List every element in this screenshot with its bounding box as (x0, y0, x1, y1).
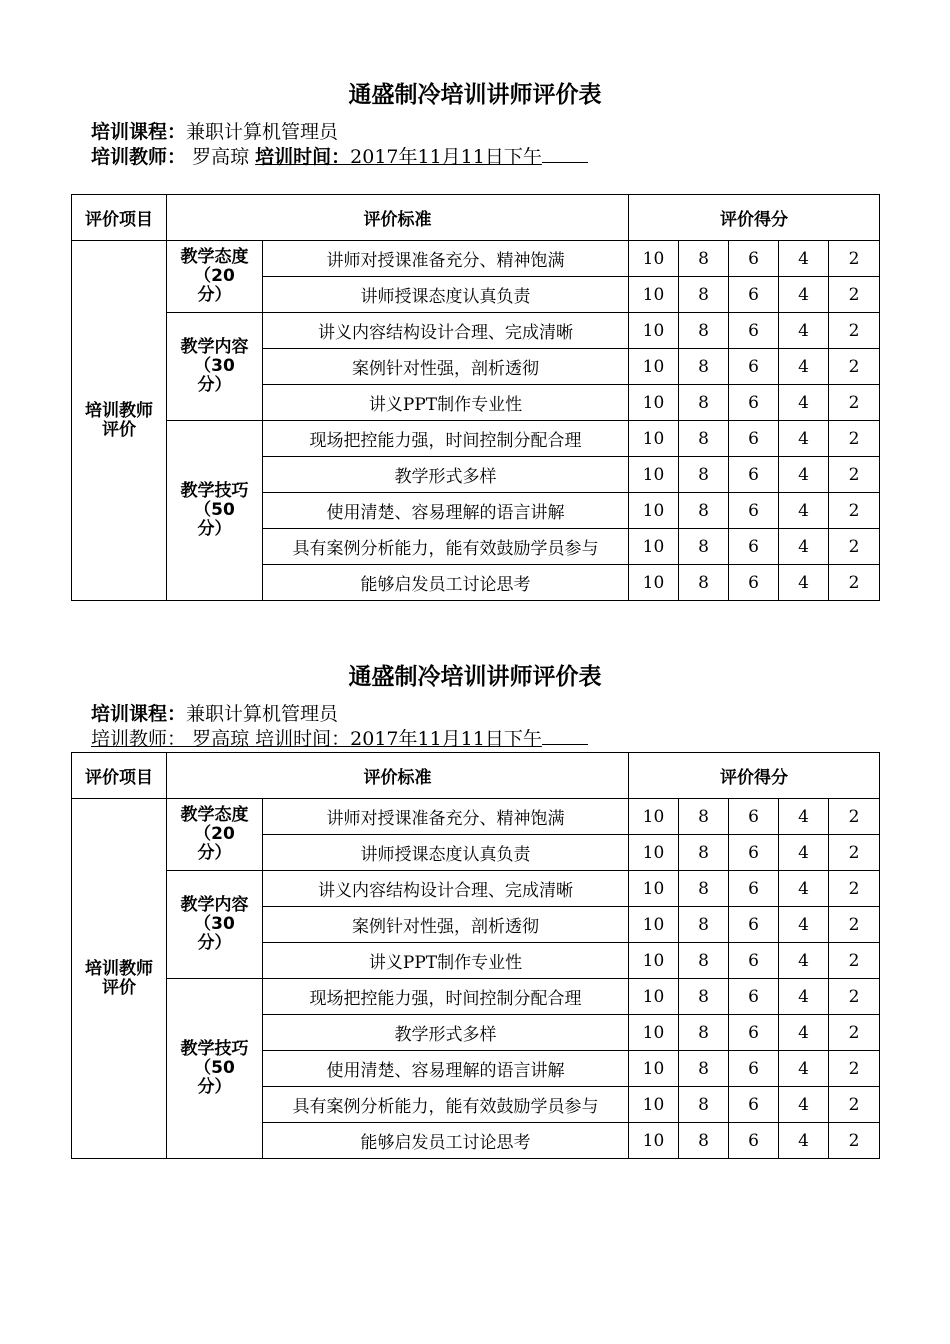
course-label: 培训课程： (91, 121, 187, 143)
section-cell (167, 241, 263, 313)
score-6[interactable]: 6 (729, 277, 779, 313)
section-points: （20 (194, 266, 235, 286)
criterion: 案例针对性强，剖析透彻 (263, 907, 629, 943)
section-name: 教学技巧 (180, 1039, 249, 1059)
teacher-value: 罗高琼 (192, 728, 250, 750)
score-10[interactable]: 10 (629, 871, 679, 907)
score-8[interactable]: 8 (679, 421, 729, 457)
criterion: 使用清楚、容易理解的语言讲解 (263, 1051, 629, 1087)
header-item: 评价项目 (72, 753, 167, 799)
score-8[interactable]: 8 (679, 313, 729, 349)
section-name: 教学态度 (180, 247, 249, 267)
score-2[interactable]: 2 (829, 241, 880, 277)
score-4[interactable]: 4 (779, 493, 829, 529)
evaluation-table (71, 752, 880, 1159)
score-8[interactable]: 8 (679, 1087, 729, 1123)
score-2[interactable]: 2 (829, 1087, 880, 1123)
score-2[interactable]: 2 (829, 1123, 880, 1159)
score-6[interactable]: 6 (729, 457, 779, 493)
section-points: （30 (194, 356, 235, 376)
score-10[interactable]: 10 (629, 313, 679, 349)
score-4[interactable]: 4 (779, 835, 829, 871)
score-4[interactable]: 4 (779, 313, 829, 349)
criterion: 案例针对性强，剖析透彻 (263, 349, 629, 385)
score-8[interactable]: 8 (679, 457, 729, 493)
criterion: 讲义内容结构设计合理、完成清晰 (263, 313, 629, 349)
section-unit: 分） (197, 843, 232, 863)
header-item: 评价项目 (72, 195, 167, 241)
score-10[interactable]: 10 (629, 349, 679, 385)
course-value: 兼职计算机管理员 (186, 121, 339, 143)
header-score: 评价得分 (629, 753, 880, 799)
section-cell (167, 799, 263, 871)
score-10[interactable]: 10 (629, 277, 679, 313)
course-line (91, 120, 338, 144)
score-4[interactable]: 4 (779, 241, 829, 277)
criterion: 讲义PPT制作专业性 (263, 943, 629, 979)
category-line-1: 培训教师 (85, 400, 153, 421)
score-2[interactable]: 2 (829, 835, 880, 871)
criterion: 讲师对授课准备充分、精神饱满 (263, 799, 629, 835)
category-line-1: 培训教师 (85, 958, 153, 979)
score-8[interactable]: 8 (679, 1123, 729, 1159)
score-2[interactable]: 2 (829, 871, 880, 907)
score-6[interactable]: 6 (729, 799, 779, 835)
score-4[interactable]: 4 (779, 565, 829, 601)
score-4[interactable]: 4 (779, 799, 829, 835)
score-4[interactable]: 4 (779, 457, 829, 493)
score-2[interactable]: 2 (829, 565, 880, 601)
score-2[interactable]: 2 (829, 385, 880, 421)
score-2[interactable]: 2 (829, 457, 880, 493)
score-6[interactable]: 6 (729, 835, 779, 871)
table-row (72, 871, 880, 907)
score-6[interactable]: 6 (729, 565, 779, 601)
section-unit: 分） (197, 519, 232, 539)
score-8[interactable]: 8 (679, 565, 729, 601)
score-2[interactable]: 2 (829, 349, 880, 385)
score-6[interactable]: 6 (729, 421, 779, 457)
section-unit: 分） (197, 1077, 232, 1097)
score-8[interactable]: 8 (679, 349, 729, 385)
evaluation-form-2 (71, 662, 879, 1153)
section-cell (167, 871, 263, 979)
section-cell (167, 313, 263, 421)
section-points: （20 (194, 824, 235, 844)
section-unit: 分） (197, 933, 232, 953)
score-6[interactable]: 6 (729, 529, 779, 565)
score-10[interactable]: 10 (629, 565, 679, 601)
score-8[interactable]: 8 (679, 385, 729, 421)
score-6[interactable]: 6 (729, 493, 779, 529)
score-2[interactable]: 2 (829, 1051, 880, 1087)
score-6[interactable]: 6 (729, 1087, 779, 1123)
criterion: 教学形式多样 (263, 457, 629, 493)
score-4[interactable]: 4 (779, 1051, 829, 1087)
score-2[interactable]: 2 (829, 943, 880, 979)
table-row (72, 313, 880, 349)
score-4[interactable]: 4 (779, 1087, 829, 1123)
score-8[interactable]: 8 (679, 799, 729, 835)
score-8[interactable]: 8 (679, 1051, 729, 1087)
score-4[interactable]: 4 (779, 871, 829, 907)
section-cell (167, 979, 263, 1159)
score-10[interactable]: 10 (629, 799, 679, 835)
teacher-line (91, 144, 588, 169)
score-4[interactable]: 4 (779, 943, 829, 979)
score-4[interactable]: 4 (779, 421, 829, 457)
score-4[interactable]: 4 (779, 1123, 829, 1159)
score-4[interactable]: 4 (779, 979, 829, 1015)
score-2[interactable]: 2 (829, 421, 880, 457)
score-8[interactable]: 8 (679, 871, 729, 907)
criterion: 使用清楚、容易理解的语言讲解 (263, 493, 629, 529)
score-6[interactable]: 6 (729, 907, 779, 943)
score-8[interactable]: 8 (679, 943, 729, 979)
score-10[interactable]: 10 (629, 529, 679, 565)
score-6[interactable]: 6 (729, 871, 779, 907)
score-10[interactable]: 10 (629, 943, 679, 979)
criterion: 讲义PPT制作专业性 (263, 385, 629, 421)
score-10[interactable]: 10 (629, 241, 679, 277)
evaluation-table (71, 194, 880, 601)
score-4[interactable]: 4 (779, 529, 829, 565)
teacher-label: 培训教师： (91, 146, 187, 168)
score-2[interactable]: 2 (829, 277, 880, 313)
header-row (72, 753, 880, 799)
form-title: 通盛制冷培训讲师评价表 (348, 664, 602, 690)
criterion: 能够启发员工讨论思考 (263, 1123, 629, 1159)
section-cell (167, 421, 263, 601)
score-8[interactable]: 8 (679, 979, 729, 1015)
section-name: 教学技巧 (180, 481, 249, 501)
time-label: 培训时间： (255, 728, 351, 750)
score-8[interactable]: 8 (679, 529, 729, 565)
score-10[interactable]: 10 (629, 835, 679, 871)
table-row (72, 979, 880, 1015)
category-line-2: 评价 (102, 977, 136, 998)
time-underline (542, 144, 588, 163)
score-4[interactable]: 4 (779, 277, 829, 313)
score-10[interactable]: 10 (629, 979, 679, 1015)
score-8[interactable]: 8 (679, 1015, 729, 1051)
score-8[interactable]: 8 (679, 907, 729, 943)
criterion: 具有案例分析能力，能有效鼓励学员参与 (263, 1087, 629, 1123)
time-underline (542, 726, 588, 745)
score-10[interactable]: 10 (629, 385, 679, 421)
criterion: 讲师授课态度认真负责 (263, 277, 629, 313)
score-2[interactable]: 2 (829, 493, 880, 529)
score-2[interactable]: 2 (829, 799, 880, 835)
score-10[interactable]: 10 (629, 1087, 679, 1123)
header-score: 评价得分 (629, 195, 880, 241)
header-standard: 评价标准 (167, 195, 629, 241)
score-2[interactable]: 2 (829, 907, 880, 943)
header-row (72, 195, 880, 241)
criterion: 能够启发员工讨论思考 (263, 565, 629, 601)
evaluation-form-1 (71, 80, 879, 595)
teacher-line (91, 726, 588, 751)
score-4[interactable]: 4 (779, 349, 829, 385)
score-2[interactable]: 2 (829, 313, 880, 349)
score-4[interactable]: 4 (779, 907, 829, 943)
score-10[interactable]: 10 (629, 1051, 679, 1087)
section-points: （50 (194, 1058, 235, 1078)
category-line-2: 评价 (102, 419, 136, 440)
score-6[interactable]: 6 (729, 1015, 779, 1051)
score-2[interactable]: 2 (829, 979, 880, 1015)
section-points: （30 (194, 914, 235, 934)
section-points: （50 (194, 500, 235, 520)
score-6[interactable]: 6 (729, 1051, 779, 1087)
score-8[interactable]: 8 (679, 835, 729, 871)
course-value: 兼职计算机管理员 (186, 703, 339, 725)
score-6[interactable]: 6 (729, 943, 779, 979)
score-6[interactable]: 6 (729, 241, 779, 277)
score-4[interactable]: 4 (779, 385, 829, 421)
criterion: 现场把控能力强，时间控制分配合理 (263, 979, 629, 1015)
category-cell (72, 799, 167, 1159)
score-4[interactable]: 4 (779, 1015, 829, 1051)
criterion: 讲师授课态度认真负责 (263, 835, 629, 871)
score-10[interactable]: 10 (629, 1015, 679, 1051)
score-10[interactable]: 10 (629, 1123, 679, 1159)
header-standard: 评价标准 (167, 753, 629, 799)
section-name: 教学内容 (180, 895, 249, 915)
table-row (72, 421, 880, 457)
time-value: 2017年11月11日下午 (350, 146, 542, 168)
score-2[interactable]: 2 (829, 529, 880, 565)
score-8[interactable]: 8 (679, 241, 729, 277)
score-6[interactable]: 6 (729, 313, 779, 349)
score-8[interactable]: 8 (679, 493, 729, 529)
time-label: 培训时间： (255, 146, 351, 168)
score-8[interactable]: 8 (679, 277, 729, 313)
teacher-value: 罗高琼 (192, 146, 250, 168)
section-name: 教学态度 (180, 805, 249, 825)
course-label: 培训课程： (91, 703, 187, 725)
course-line (91, 702, 338, 726)
table-row (72, 241, 880, 277)
score-10[interactable]: 10 (629, 907, 679, 943)
score-6[interactable]: 6 (729, 349, 779, 385)
score-6[interactable]: 6 (729, 1123, 779, 1159)
section-unit: 分） (197, 285, 232, 305)
section-unit: 分） (197, 375, 232, 395)
score-2[interactable]: 2 (829, 1015, 880, 1051)
section-name: 教学内容 (180, 337, 249, 357)
criterion: 讲义内容结构设计合理、完成清晰 (263, 871, 629, 907)
criterion: 具有案例分析能力，能有效鼓励学员参与 (263, 529, 629, 565)
score-10[interactable]: 10 (629, 493, 679, 529)
category-cell (72, 241, 167, 601)
form-title: 通盛制冷培训讲师评价表 (348, 82, 602, 108)
time-value: 2017年11月11日下午 (350, 728, 542, 750)
criterion: 讲师对授课准备充分、精神饱满 (263, 241, 629, 277)
teacher-label: 培训教师： (91, 728, 187, 750)
table-row (72, 799, 880, 835)
criterion: 现场把控能力强，时间控制分配合理 (263, 421, 629, 457)
score-10[interactable]: 10 (629, 421, 679, 457)
criterion: 教学形式多样 (263, 1015, 629, 1051)
score-10[interactable]: 10 (629, 457, 679, 493)
score-6[interactable]: 6 (729, 385, 779, 421)
score-6[interactable]: 6 (729, 979, 779, 1015)
